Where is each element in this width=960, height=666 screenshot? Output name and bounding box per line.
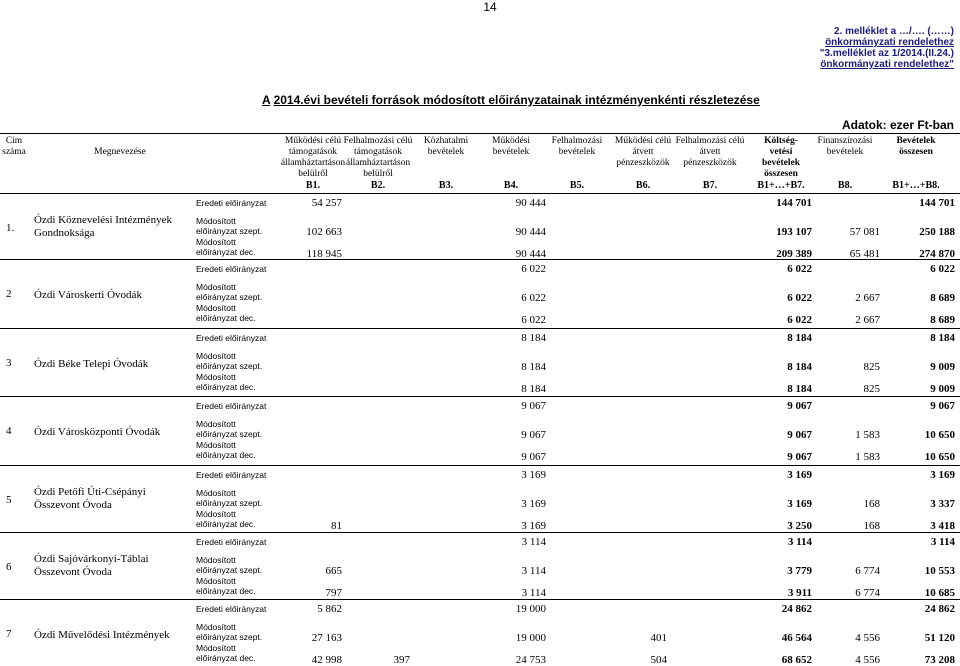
header-top-rule bbox=[0, 133, 960, 134]
label-eredeti: Eredeti előirányzat bbox=[196, 537, 267, 547]
cell-b6: 504 bbox=[650, 654, 667, 666]
label-line: Módosított bbox=[196, 237, 236, 247]
label-modositott-szept bbox=[196, 555, 262, 575]
label-modositott-szept bbox=[196, 419, 262, 439]
cell-b1: 81 bbox=[331, 520, 342, 532]
cell-b17: 6 022 bbox=[787, 292, 812, 304]
cell-b17: 68 652 bbox=[781, 654, 812, 666]
institution-cim: 5 bbox=[6, 494, 12, 506]
label-modositott-szept bbox=[196, 351, 262, 371]
cell-b8: 825 bbox=[863, 361, 880, 373]
label-line: Módosított bbox=[196, 303, 236, 313]
label-line: előirányzat szept. bbox=[196, 361, 263, 371]
institution-name: Ózdi Petőfi Úti-Csépányi Összevont Óvoda bbox=[34, 486, 146, 511]
label-line: előirányzat dec. bbox=[196, 313, 256, 323]
label-line: Módosított bbox=[196, 622, 236, 632]
label-eredeti: Eredeti előirányzat bbox=[196, 333, 267, 343]
cell-b8: 825 bbox=[863, 383, 880, 395]
cell-b17: 6 022 bbox=[787, 314, 812, 326]
cell-b17: 3 779 bbox=[787, 565, 812, 577]
cell-b8: 65 481 bbox=[849, 248, 880, 260]
institution-name: Ózdi Városközponti Óvodák bbox=[34, 426, 161, 438]
label-line: Módosított bbox=[196, 372, 236, 382]
cell-b17: 144 701 bbox=[776, 197, 812, 209]
header-col-label: Felhalmozási célú támogatások államháztartáson belülről bbox=[343, 136, 413, 179]
title-text: 2014.évi bevételi források módosított előirányzatainak intézményenkénti részletezése bbox=[273, 93, 760, 107]
cell-b4: 24 753 bbox=[515, 654, 546, 666]
cell-b18: 51 120 bbox=[924, 632, 955, 644]
institution-cim: 7 bbox=[6, 628, 12, 640]
label-line: előirányzat szept. bbox=[196, 632, 263, 642]
cell-b4: 90 444 bbox=[515, 226, 546, 238]
cell-b18: 8 184 bbox=[930, 332, 955, 344]
cell-b8: 2 667 bbox=[855, 314, 880, 326]
row-separator bbox=[0, 396, 960, 397]
annex-note bbox=[820, 26, 954, 70]
header-col-code: B5. bbox=[569, 180, 585, 191]
cell-b18: 10 685 bbox=[924, 587, 955, 599]
cell-b17: 3 911 bbox=[787, 587, 812, 599]
institution-name: Ózdi Városkerti Óvodák bbox=[34, 289, 142, 301]
cell-b17: 8 184 bbox=[787, 361, 812, 373]
cell-b18: 24 862 bbox=[924, 603, 955, 615]
header-bottom-rule bbox=[0, 193, 960, 194]
header-col-label: Finanszírozási bevételek bbox=[817, 136, 873, 157]
cell-b17: 3 250 bbox=[787, 520, 812, 532]
cell-b17: 209 389 bbox=[776, 248, 812, 260]
institution-name: Ózdi Béke Telepi Óvodák bbox=[34, 358, 149, 370]
label-line: Módosított bbox=[196, 488, 236, 498]
label-modositott-szept bbox=[196, 488, 262, 508]
cell-b4: 3 169 bbox=[521, 469, 546, 481]
cell-b8: 4 556 bbox=[855, 654, 880, 666]
label-line: Módosított bbox=[196, 351, 236, 361]
cell-b18: 9 009 bbox=[930, 383, 955, 395]
cell-b1: 54 257 bbox=[311, 197, 342, 209]
cell-b4: 3 114 bbox=[521, 536, 546, 548]
cell-b18: 6 022 bbox=[930, 263, 955, 275]
label-modositott-dec bbox=[196, 643, 256, 663]
label-line: Módosított bbox=[196, 282, 236, 292]
cell-b4: 90 444 bbox=[515, 248, 546, 260]
cell-b6: 401 bbox=[650, 632, 667, 644]
header-col-label: Bevételek összesen bbox=[896, 136, 936, 157]
header-col-code: B8. bbox=[837, 180, 853, 191]
cell-b8: 6 774 bbox=[855, 587, 880, 599]
cell-b18: 274 870 bbox=[919, 248, 955, 260]
header-col-code: B4. bbox=[503, 180, 519, 191]
cell-b17: 6 022 bbox=[787, 263, 812, 275]
label-line: előirányzat dec. bbox=[196, 450, 256, 460]
header-col-label: Felhalmozási célú átvett pénzeszközök bbox=[675, 136, 745, 168]
label-line: Módosított bbox=[196, 555, 236, 565]
cell-b2: 397 bbox=[393, 654, 410, 666]
label-eredeti: Eredeti előirányzat bbox=[196, 264, 267, 274]
row-separator bbox=[0, 532, 960, 533]
cell-b4: 3 114 bbox=[521, 587, 546, 599]
cell-b4: 19 000 bbox=[515, 632, 546, 644]
cell-b18: 9 009 bbox=[930, 361, 955, 373]
header-col-code: B1+…+B8. bbox=[892, 180, 940, 191]
header-megnevezes: Megnevezése bbox=[94, 147, 146, 157]
label-eredeti: Eredeti előirányzat bbox=[196, 198, 267, 208]
cell-b4: 9 067 bbox=[521, 429, 546, 441]
cell-b4: 3 114 bbox=[521, 565, 546, 577]
label-line: előirányzat szept. bbox=[196, 498, 263, 508]
header-col-label: Felhalmozási bevételek bbox=[551, 136, 603, 157]
cell-b4: 90 444 bbox=[515, 197, 546, 209]
cell-b4: 9 067 bbox=[521, 451, 546, 463]
cell-b18: 73 208 bbox=[924, 654, 955, 666]
cell-b1: 118 945 bbox=[306, 248, 342, 260]
annex-note-line1: 2. melléklet a …/…. (……) bbox=[833, 26, 954, 37]
institution-name: Ózdi Sajóvárkonyi-Táblai Összevont Óvoda bbox=[34, 553, 149, 578]
title-prefix: A bbox=[262, 93, 271, 107]
institution-cim: 1. bbox=[6, 222, 15, 234]
label-eredeti: Eredeti előirányzat bbox=[196, 470, 267, 480]
cell-b1: 665 bbox=[325, 565, 342, 577]
cell-b18: 10 650 bbox=[924, 429, 955, 441]
cell-b17: 193 107 bbox=[776, 226, 812, 238]
label-modositott-dec bbox=[196, 303, 256, 323]
cell-b1: 5 862 bbox=[317, 603, 342, 615]
cell-b8: 168 bbox=[863, 498, 880, 510]
header-col-label: Közhatalmi bevételek bbox=[423, 136, 469, 157]
label-line: Módosított bbox=[196, 643, 236, 653]
header-col-code: B1. bbox=[305, 180, 321, 191]
cell-b17: 3 114 bbox=[787, 536, 812, 548]
institution-cim: 6 bbox=[6, 561, 12, 573]
header-col-label: Működési célú átvett pénzeszközök bbox=[614, 136, 672, 168]
cell-b17: 9 067 bbox=[787, 429, 812, 441]
header-col-code: B6. bbox=[635, 180, 651, 191]
institution-cim: 2 bbox=[6, 288, 12, 300]
label-modositott-szept bbox=[196, 622, 262, 642]
cell-b4: 6 022 bbox=[521, 314, 546, 326]
cell-b8: 1 583 bbox=[855, 429, 880, 441]
label-line: Módosított bbox=[196, 509, 236, 519]
cell-b8: 4 556 bbox=[855, 632, 880, 644]
cell-b18: 10 650 bbox=[924, 451, 955, 463]
cell-b8: 168 bbox=[863, 520, 880, 532]
label-line: előirányzat szept. bbox=[196, 429, 263, 439]
cell-b4: 19 000 bbox=[515, 603, 546, 615]
institution-name: Ózdi Művelődési Intézmények bbox=[34, 629, 170, 641]
cell-b1: 797 bbox=[325, 587, 342, 599]
label-line: Módosított bbox=[196, 576, 236, 586]
cell-b8: 2 667 bbox=[855, 292, 880, 304]
label-modositott-dec bbox=[196, 237, 256, 257]
institution-cim: 4 bbox=[6, 425, 12, 437]
label-line: előirányzat dec. bbox=[196, 653, 256, 663]
label-line: Módosított bbox=[196, 440, 236, 450]
cell-b8: 1 583 bbox=[855, 451, 880, 463]
label-line: Módosított bbox=[196, 419, 236, 429]
page-number: 14 bbox=[483, 0, 497, 14]
header-col-code: B1+…+B7. bbox=[757, 180, 805, 191]
cell-b1: 27 163 bbox=[311, 632, 342, 644]
row-separator bbox=[0, 259, 960, 260]
cell-b17: 3 169 bbox=[787, 498, 812, 510]
label-line: Módosított bbox=[196, 216, 236, 226]
header-col-label: Költség- vetési bevételek összesen bbox=[762, 136, 800, 179]
label-eredeti: Eredeti előirányzat bbox=[196, 401, 267, 411]
cell-b18: 144 701 bbox=[919, 197, 955, 209]
row-separator bbox=[0, 599, 960, 600]
cell-b1: 102 663 bbox=[306, 226, 342, 238]
header-col-code: B7. bbox=[702, 180, 718, 191]
label-modositott-szept bbox=[196, 282, 262, 302]
cell-b4: 3 169 bbox=[521, 520, 546, 532]
cell-b1: 42 998 bbox=[311, 654, 342, 666]
label-modositott-dec bbox=[196, 440, 256, 460]
header-col-code: B3. bbox=[438, 180, 454, 191]
cell-b4: 6 022 bbox=[521, 292, 546, 304]
label-modositott-dec bbox=[196, 509, 256, 529]
cell-b17: 9 067 bbox=[787, 451, 812, 463]
cell-b4: 6 022 bbox=[521, 263, 546, 275]
annex-note-line4: önkormányzati rendelethez" bbox=[820, 59, 954, 70]
cell-b4: 8 184 bbox=[521, 383, 546, 395]
label-modositott-szept bbox=[196, 216, 262, 236]
page-title bbox=[262, 93, 760, 107]
annex-note-line2: önkormányzati rendelethez bbox=[825, 37, 954, 48]
label-line: előirányzat dec. bbox=[196, 519, 256, 529]
label-line: előirányzat dec. bbox=[196, 586, 256, 596]
cell-b8: 6 774 bbox=[855, 565, 880, 577]
cell-b18: 3 114 bbox=[930, 536, 955, 548]
cell-b17: 8 184 bbox=[787, 383, 812, 395]
header-col-label: Működési célú támogatások államháztartáson belülről bbox=[280, 136, 346, 179]
cell-b18: 8 689 bbox=[930, 314, 955, 326]
cell-b8: 57 081 bbox=[849, 226, 880, 238]
cell-b17: 8 184 bbox=[787, 332, 812, 344]
cell-b17: 24 862 bbox=[781, 603, 812, 615]
cell-b4: 8 184 bbox=[521, 361, 546, 373]
label-line: előirányzat szept. bbox=[196, 565, 263, 575]
cell-b18: 3 418 bbox=[930, 520, 955, 532]
cell-b18: 10 553 bbox=[924, 565, 955, 577]
label-modositott-dec bbox=[196, 372, 256, 392]
cell-b4: 3 169 bbox=[521, 498, 546, 510]
institution-name: Ózdi Köznevelési Intézmények Gondnoksága bbox=[34, 214, 173, 239]
label-line: előirányzat szept. bbox=[196, 226, 263, 236]
cell-b4: 8 184 bbox=[521, 332, 546, 344]
label-line: előirányzat dec. bbox=[196, 247, 256, 257]
label-line: előirányzat szept. bbox=[196, 292, 263, 302]
cell-b18: 3 337 bbox=[930, 498, 955, 510]
label-modositott-dec bbox=[196, 576, 256, 596]
header-col-code: B2. bbox=[370, 180, 386, 191]
cell-b17: 3 169 bbox=[787, 469, 812, 481]
cell-b4: 9 067 bbox=[521, 400, 546, 412]
cell-b18: 250 188 bbox=[919, 226, 955, 238]
row-separator bbox=[0, 328, 960, 329]
cell-b18: 3 169 bbox=[930, 469, 955, 481]
row-separator bbox=[0, 465, 960, 466]
label-line: előirányzat dec. bbox=[196, 382, 256, 392]
header-cim: Cím száma bbox=[2, 136, 26, 157]
cell-b17: 9 067 bbox=[787, 400, 812, 412]
cell-b18: 9 067 bbox=[930, 400, 955, 412]
unit-note: Adatok: ezer Ft-ban bbox=[841, 118, 954, 132]
cell-b18: 8 689 bbox=[930, 292, 955, 304]
label-eredeti: Eredeti előirányzat bbox=[196, 604, 267, 614]
cell-b17: 46 564 bbox=[781, 632, 812, 644]
header-col-label: Működési bevételek bbox=[492, 136, 530, 157]
institution-cim: 3 bbox=[6, 357, 12, 369]
annex-note-line3: "3.melléklet az 1/2014.(II.24.) bbox=[819, 48, 954, 59]
